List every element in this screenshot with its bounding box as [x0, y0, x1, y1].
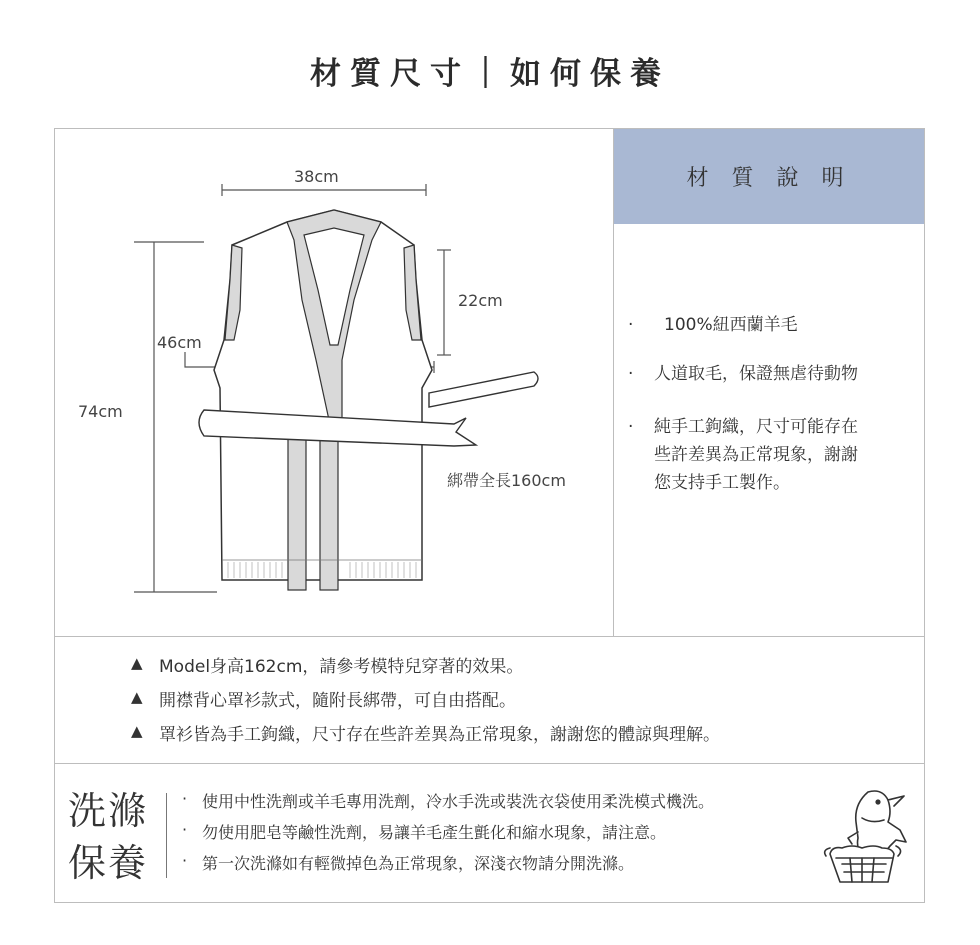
page-title: 材質尺寸｜如何保養: [310, 56, 670, 92]
dim-chest-label: 46cm: [157, 333, 202, 352]
bullet: ·: [182, 820, 188, 839]
care-item-text: 使用中性洗劑或羊毛專用洗劑，冷水手洗或裝洗衣袋使用柔洗模式機洗。: [202, 792, 715, 811]
material-title: 材 質 說 明: [686, 166, 852, 191]
bullet: ·: [628, 417, 634, 437]
triangle-bullet-icon: ▲: [131, 722, 143, 740]
material-header: [614, 129, 924, 224]
dim-shoulder-label: 38cm: [294, 167, 339, 186]
care-item-text: 勿使用肥皂等鹼性洗劑，易讓羊毛產生氈化和縮水現象，請注意。: [202, 823, 667, 842]
triangle-bullet-icon: ▲: [131, 688, 143, 706]
dim-length-label: 74cm: [78, 402, 123, 421]
material-item-text: 人道取毛，保證無虐待動物: [654, 364, 858, 384]
care-item-text: 第一次洗滌如有輕微掉色為正常現象，深淺衣物請分開洗滌。: [202, 854, 635, 873]
bullet: ·: [628, 315, 634, 335]
vest-diagram: [54, 160, 614, 610]
note-text: 罩衫皆為手工鉤織，尺寸存在些許差異為正常現象，謝謝您的體諒與理解。: [159, 725, 720, 745]
material-item-text: 您支持手工製作。: [654, 473, 790, 493]
note-text: 開襟背心罩衫款式，隨附長綁帶，可自由搭配。: [159, 691, 516, 711]
dim-belt-label: 綁帶全長160cm: [447, 471, 566, 490]
care-title-line: 保養: [68, 841, 149, 885]
care-title: [68, 785, 148, 889]
dim-collar-label: 22cm: [458, 291, 503, 310]
care-title-line: 洗滌: [68, 789, 149, 833]
penguin-laundry-icon: [822, 782, 917, 887]
material-item-text: 100%紐西蘭羊毛: [664, 315, 798, 335]
care-separator: [166, 793, 167, 878]
bullet: ·: [182, 789, 188, 808]
bullet: ·: [628, 364, 634, 384]
panel-divider-notes: [54, 636, 925, 637]
panel-divider-care: [54, 763, 925, 764]
bullet: ·: [182, 851, 188, 870]
material-item-text: 純手工鉤織，尺寸可能存在: [654, 417, 858, 437]
material-item-text: 些許差異為正常現象，謝謝: [654, 445, 858, 465]
note-text: Model身高162cm，請參考模特兒穿著的效果。: [159, 657, 524, 677]
triangle-bullet-icon: ▲: [131, 654, 143, 672]
